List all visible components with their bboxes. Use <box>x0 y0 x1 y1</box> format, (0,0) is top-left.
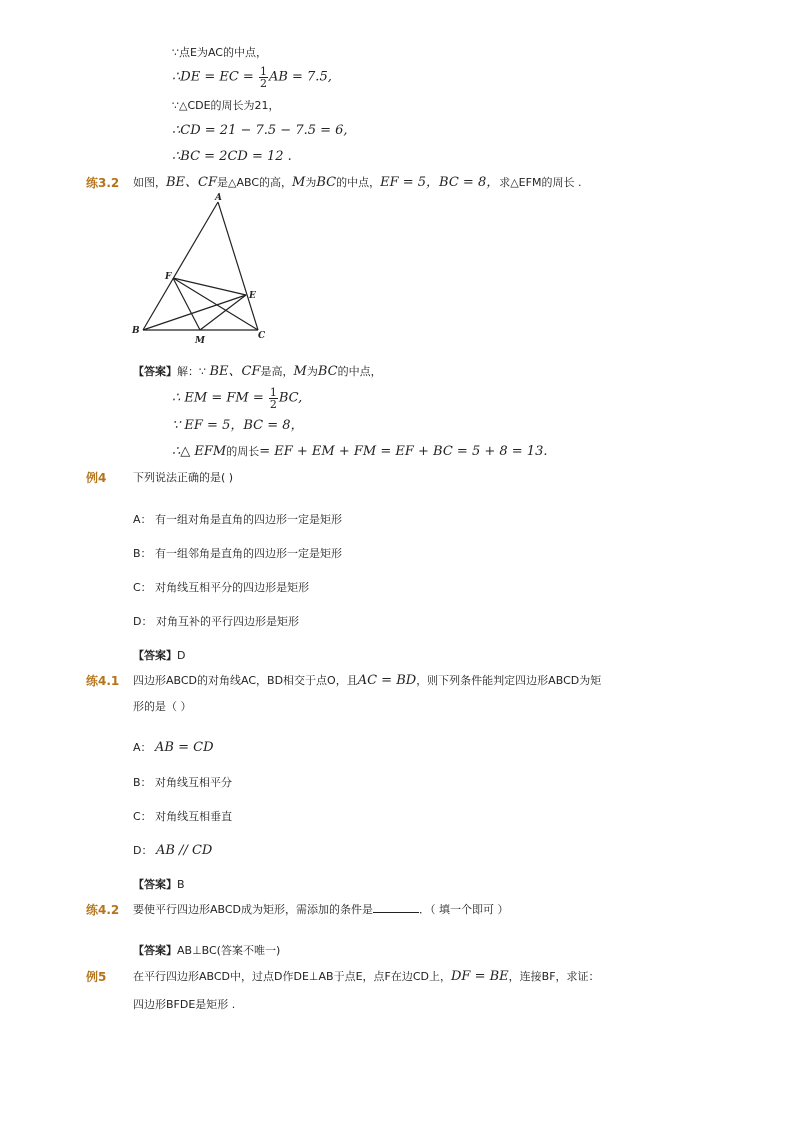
exercise-tag-4-1: 练4.1 <box>86 674 120 688</box>
label-f: F <box>165 272 172 282</box>
answer-ex4: 【答案】D <box>133 649 186 662</box>
option-a-4-1[interactable]: A： AB = CD <box>133 740 214 755</box>
side-ab <box>143 202 218 330</box>
option-d-4-1[interactable]: D： AB // CD <box>133 843 213 858</box>
answer-3-2-line-3: ∵ EF = 5，BC = 8， <box>172 418 304 433</box>
example-tag-4: 例4 <box>86 471 107 485</box>
exercise-tag-4-2: 练4.2 <box>86 903 120 917</box>
question-4-1-line-2: 形的是（ ） <box>133 700 192 713</box>
exercise-tag-3-2: 练3.2 <box>86 176 120 190</box>
question-ex4: 下列说法正确的是( ) <box>133 471 234 484</box>
proof-line-5: ∴BC = 2CD = 12 . <box>172 149 292 164</box>
question-ex5-line-1: 在平行四边形ABCD中，过点D作DE⊥AB于点E，点F在边CD上，DF = BE，连接BF，求证： <box>133 969 600 984</box>
option-d-ex4[interactable]: D： 对角互补的平行四边形是矩形 <box>133 615 299 628</box>
proof-line-2: ∴DE = EC = $\frac{1}{2}$ AB = 7.5, <box>172 65 332 90</box>
question-4-2: 要使平行四边形ABCD成为矩形，需添加的条件是 ．（ 填一个即可 ） <box>133 903 509 916</box>
answer-3-2-line-2: ∴ EM = FM = $\frac{1}{2}$ BC, <box>172 386 303 411</box>
answer-3-2-line-4: ∴△ EFM的周长= EF + EM + FM = EF + BC = 5 + 8 = 13. <box>172 444 548 459</box>
segment-cf <box>173 278 258 330</box>
fraction: $\frac{1}{2}$ <box>269 386 277 411</box>
label-e: E <box>249 291 256 301</box>
option-a-ex4[interactable]: A： 有一组对角是直角的四边形一定是矩形 <box>133 513 343 526</box>
option-c-ex4[interactable]: C： 对角线互相平分的四边形是矩形 <box>133 581 310 594</box>
segment-ef <box>173 278 246 295</box>
label-c: C <box>258 331 266 341</box>
proof-line-3: ∵△CDE的周长为21， <box>172 99 280 112</box>
label-a: A <box>215 193 222 203</box>
proof-line-4: ∴CD = 21 − 7.5 − 7.5 = 6, <box>172 123 348 138</box>
label-m: M <box>195 336 205 346</box>
answer-4-2: 【答案】AB⊥BC(答案不唯一) <box>133 944 281 957</box>
segment-em <box>200 295 246 330</box>
example-tag-5: 例5 <box>86 970 107 984</box>
question-3-2: 如图，BE、CF是△ABC的高，M为BC的中点，EF = 5，BC = 8，求△EFM的周长 . <box>133 175 582 190</box>
answer-3-2-line-1: 【答案】解：∵ BE、CF是高，M为BC的中点， <box>133 364 382 379</box>
fraction: $\frac{1}{2}$ <box>259 65 267 90</box>
option-b-4-1[interactable]: B： 对角线互相平分 <box>133 776 233 789</box>
fill-in-blank[interactable] <box>373 902 419 913</box>
proof-line-1: ∵点E为AC的中点， <box>172 46 267 59</box>
label-b: B <box>132 326 140 336</box>
option-c-4-1[interactable]: C： 对角线互相垂直 <box>133 810 233 823</box>
option-b-ex4[interactable]: B： 有一组邻角是直角的四边形一定是矩形 <box>133 547 343 560</box>
side-ac <box>218 202 258 330</box>
answer-4-1: 【答案】B <box>133 878 185 891</box>
question-ex5-line-2: 四边形BFDE是矩形 . <box>133 998 236 1011</box>
triangle-figure <box>128 190 278 350</box>
segment-be <box>143 295 246 330</box>
question-4-1-line-1: 四边形ABCD的对角线AC，BD相交于点O，且AC = BD，则下列条件能判定四边形ABCD为矩 <box>133 673 602 688</box>
